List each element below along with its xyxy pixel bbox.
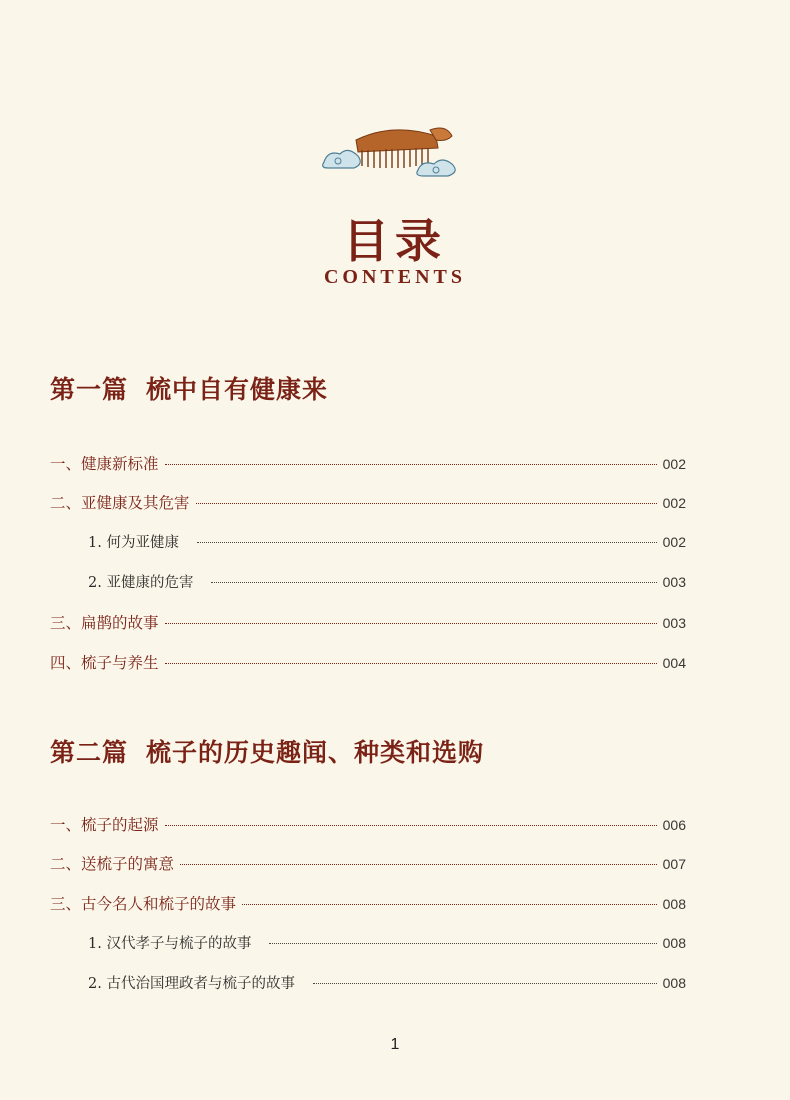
toc-entry-label: 1. 汉代孝子与梳子的故事 [88, 936, 252, 952]
toc-entry-label: 三、古今名人和梳子的故事 [50, 895, 237, 913]
leader-dots [242, 904, 657, 905]
toc-entry[interactable] [50, 452, 686, 474]
toc-subentry[interactable] [88, 531, 686, 552]
toc-entry-label: 四、梳子与养生 [50, 654, 159, 672]
toc-entry-page: 008 [662, 935, 686, 951]
toc-entry-page: 003 [662, 615, 686, 631]
toc-entry-label: 二、亚健康及其危害 [50, 494, 190, 512]
part-heading [50, 733, 484, 769]
leader-dots [180, 864, 657, 865]
page-subtitle: CONTENTS [323, 266, 467, 288]
toc-entry[interactable] [50, 491, 686, 513]
toc-entry-label: 一、健康新标准 [50, 455, 159, 473]
part-heading [50, 370, 328, 406]
toc-entry-label: 1. 何为亚健康 [88, 535, 179, 551]
toc-entry-page: 006 [662, 817, 686, 833]
toc-entry[interactable] [50, 651, 686, 673]
leader-dots [313, 983, 657, 984]
leader-dots [165, 464, 657, 465]
leader-dots [269, 943, 656, 944]
toc-entry-label: 三、扁鹊的故事 [50, 614, 159, 632]
toc-entry-page: 002 [662, 495, 686, 511]
part-title: 梳子的历史趣闻、种类和选购 [146, 738, 485, 767]
toc-entry-label: 2. 亚健康的危害 [88, 575, 194, 591]
comb-with-clouds-icon [318, 118, 468, 188]
leader-dots [197, 542, 657, 543]
toc-entry-page: 003 [662, 574, 686, 590]
page-number: 1 [390, 1036, 400, 1053]
toc-entry[interactable] [50, 813, 686, 835]
toc-entry-label: 一、梳子的起源 [50, 816, 159, 834]
part-title: 梳中自有健康来 [146, 375, 329, 404]
leader-dots [165, 825, 657, 826]
toc-entry-page: 008 [662, 896, 686, 912]
page-title: 目录 [343, 214, 447, 268]
toc-subentry[interactable] [88, 571, 686, 592]
toc-entry-label: 二、送梳子的寓意 [50, 855, 175, 873]
toc-entry-page: 007 [662, 856, 686, 872]
part-label: 第二篇 [50, 738, 129, 767]
leader-dots [196, 503, 657, 504]
toc-entry[interactable] [50, 852, 686, 874]
toc-subentry[interactable] [88, 932, 686, 953]
toc-entry-page: 002 [662, 534, 686, 550]
leader-dots [165, 663, 657, 664]
leader-dots [211, 582, 656, 583]
toc-entry-label: 2. 古代治国理政者与梳子的故事 [88, 976, 295, 992]
toc-entry-page: 002 [662, 456, 686, 472]
toc-entry[interactable] [50, 892, 686, 914]
toc-subentry[interactable] [88, 972, 686, 993]
toc-entry-page: 008 [662, 975, 686, 991]
leader-dots [165, 623, 657, 624]
toc-entry-page: 004 [662, 655, 686, 671]
toc-entry[interactable] [50, 611, 686, 633]
part-label: 第一篇 [50, 375, 129, 404]
